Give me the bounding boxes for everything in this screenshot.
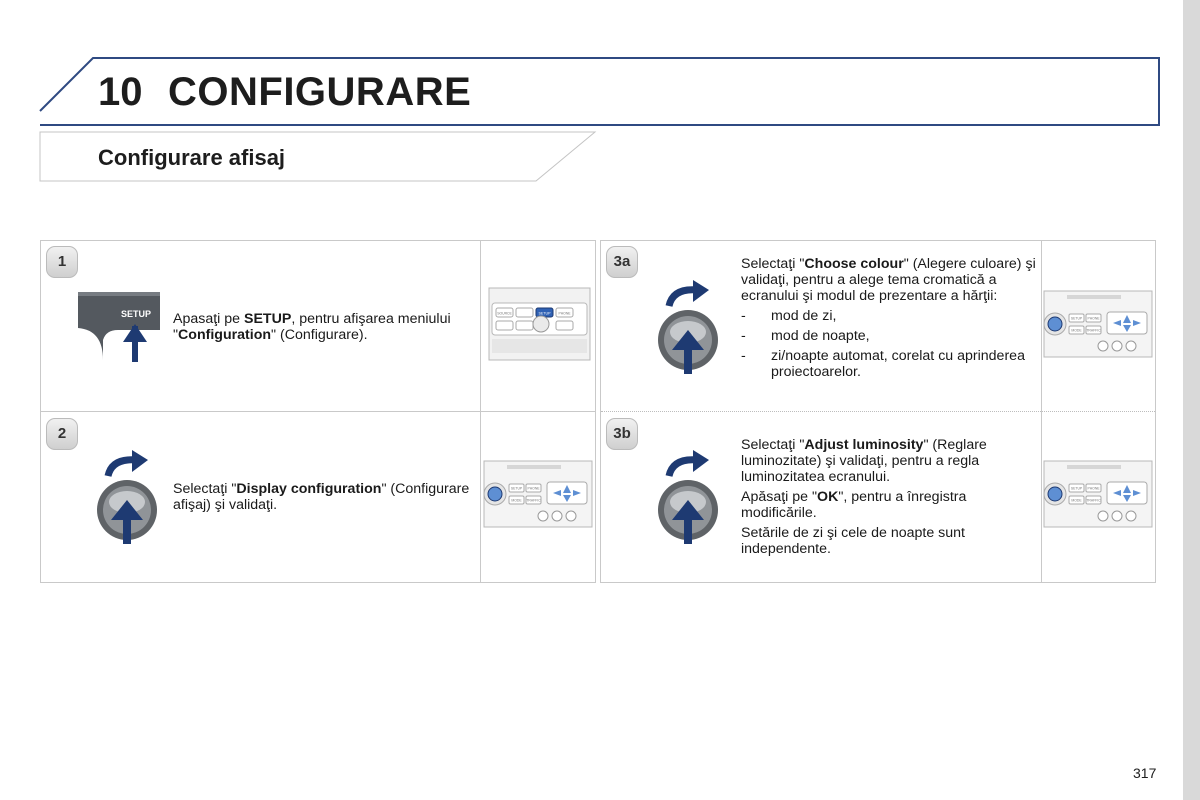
svg-text:MODE: MODE — [1071, 498, 1082, 503]
svg-text:PHONE: PHONE — [558, 311, 571, 316]
section-title: Configurare afisaj — [98, 145, 286, 170]
svg-text:SETUP: SETUP — [538, 311, 551, 316]
rotate-arrow-icon — [669, 450, 709, 476]
svg-text:PHONE: PHONE — [1087, 486, 1100, 491]
colour-mode-list — [741, 308, 1037, 380]
list-item: - zi/noapte automat, corelat cu aprinderea proiectoarelor. — [741, 348, 1025, 380]
row-divider — [41, 411, 595, 412]
step-badge: 1 — [46, 246, 78, 278]
svg-text:TRAFFIC: TRAFFIC — [1086, 498, 1101, 503]
step-badge: 3a — [606, 246, 638, 278]
svg-text:MODE: MODE — [1071, 328, 1082, 333]
chapter-title: CONFIGURARE — [168, 70, 472, 114]
chapter-number: 10 — [98, 70, 143, 114]
row-divider — [601, 411, 1155, 412]
rotate-knob-illustration — [655, 450, 721, 545]
setup-button-label: SETUP — [120, 309, 152, 319]
svg-text:SETUP: SETUP — [1070, 486, 1083, 491]
rotate-knob-illustration — [94, 450, 160, 545]
independence-note: Setările de zi şi cele de noapte sunt independente. — [741, 525, 965, 557]
svg-text:MODE: MODE — [511, 498, 522, 503]
svg-text:SOURCE: SOURCE — [497, 311, 512, 316]
step-badge: 3b — [606, 418, 638, 450]
svg-text:PHONE: PHONE — [1087, 316, 1100, 321]
radio-panel-knob-illustration — [483, 460, 593, 528]
page-edge-bar — [1183, 0, 1200, 800]
column-divider — [480, 241, 481, 583]
step-badge: 2 — [46, 418, 78, 450]
svg-text:TRAFFIC: TRAFFIC — [526, 498, 541, 503]
column-divider — [1041, 241, 1042, 583]
rotate-arrow-icon — [669, 280, 709, 306]
svg-text:SETUP: SETUP — [510, 486, 523, 491]
page-number: 317 — [1133, 765, 1157, 781]
step-3a-text: Selectaţi "Choose colour" (Alegere culoare) şi validaţi, pentru a alege tema cromatică a ecranului şi modul de prezentare a hărţii: - mod de zi, - mod de noapte, - zi/noapte automat, corelat cu aprinderea proiectoarelor. — [741, 256, 1036, 380]
rotate-knob-illustration — [655, 280, 721, 375]
radio-panel-knob-illustration — [1043, 290, 1153, 358]
step-2-text: Selectaţi "Display configuration" (Configurare afişaj) şi validaţi. — [173, 481, 470, 513]
radio-panel-knob-illustration — [1043, 460, 1153, 528]
radio-panel-setup-illustration — [488, 287, 591, 361]
svg-text:PHONE: PHONE — [527, 486, 540, 491]
setup-button-illustration — [76, 290, 162, 362]
svg-text:TRAFFIC: TRAFFIC — [1086, 328, 1101, 333]
rotate-arrow-icon — [108, 450, 148, 476]
step-1-text: Apasaţi pe SETUP, pentru afişarea meniului "Configuration" (Configurare). — [173, 311, 451, 343]
list-item: - mod de zi, — [741, 308, 837, 324]
svg-text:SETUP: SETUP — [1070, 316, 1083, 321]
list-item: - mod de noapte, — [741, 328, 870, 344]
step-3b-text: Selectaţi "Adjust luminosity" (Reglare luminozitate) şi validaţi, pentru a regla luminozitatea ecranului. Apăsaţi pe "OK", pentru a înregistra modificările. Setările de zi şi cele de noapte sunt independente. — [741, 437, 1037, 561]
